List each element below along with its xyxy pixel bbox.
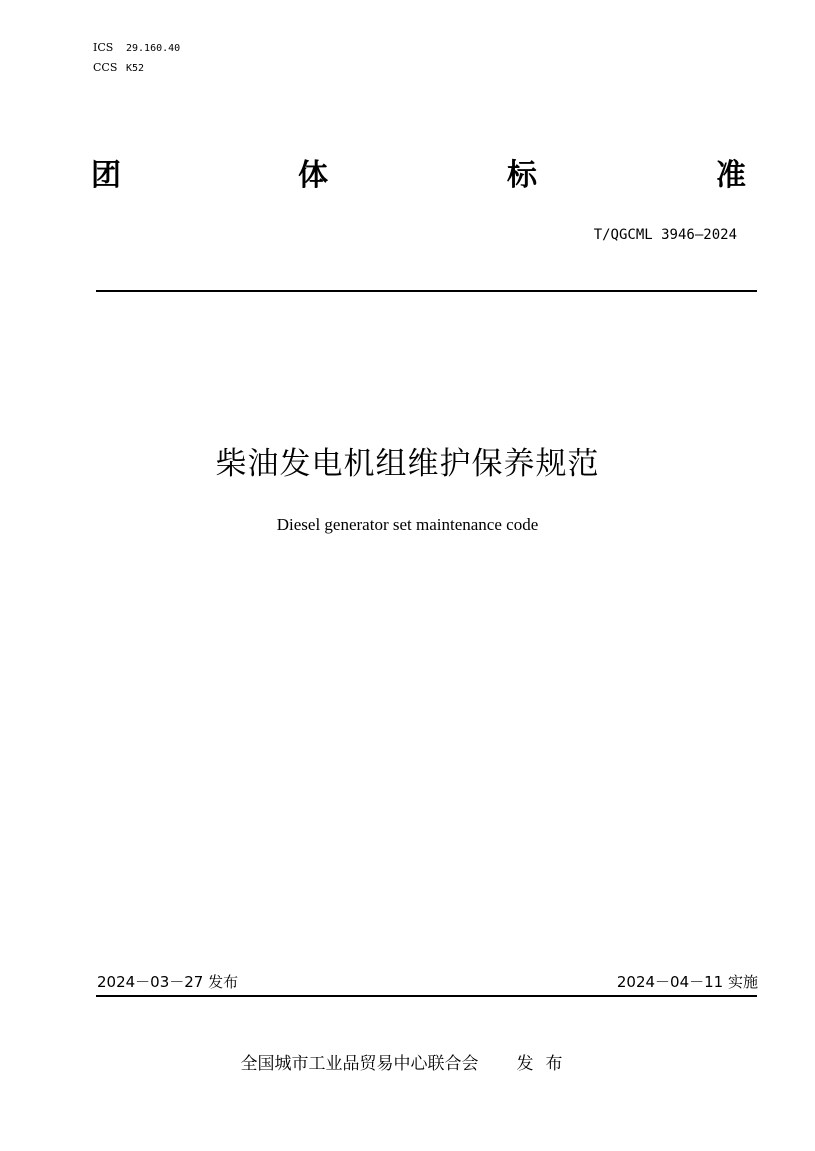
ics-label: ICS	[93, 41, 114, 54]
issue-date: 2024－03－27 发布	[97, 973, 239, 991]
standard-code: T/QGCML 3946—2024	[593, 227, 737, 243]
standard-type-char-2: 体	[298, 158, 328, 193]
footer-divider	[96, 995, 757, 997]
ccs-label: CCS	[93, 61, 118, 74]
publisher-line	[0, 1052, 815, 1076]
publisher-action: 发布	[516, 1054, 575, 1074]
ccs-value: K52	[126, 63, 145, 74]
standard-type-char-4: 准	[716, 158, 746, 193]
title-chinese: 柴油发电机组维护保养规范	[215, 446, 600, 482]
ics-value: 29.160.40	[126, 43, 181, 54]
ccs-line	[93, 61, 144, 76]
ics-line	[93, 41, 180, 56]
publisher-name: 全国城市工业品贸易中心联合会	[240, 1054, 479, 1074]
standard-type-char-1: 团	[91, 158, 121, 193]
implementation-date: 2024－04－11 实施	[616, 973, 758, 991]
header-divider	[96, 290, 757, 292]
title-english: Diesel generator set maintenance code	[276, 515, 539, 534]
standard-type-char-3: 标	[507, 158, 537, 193]
